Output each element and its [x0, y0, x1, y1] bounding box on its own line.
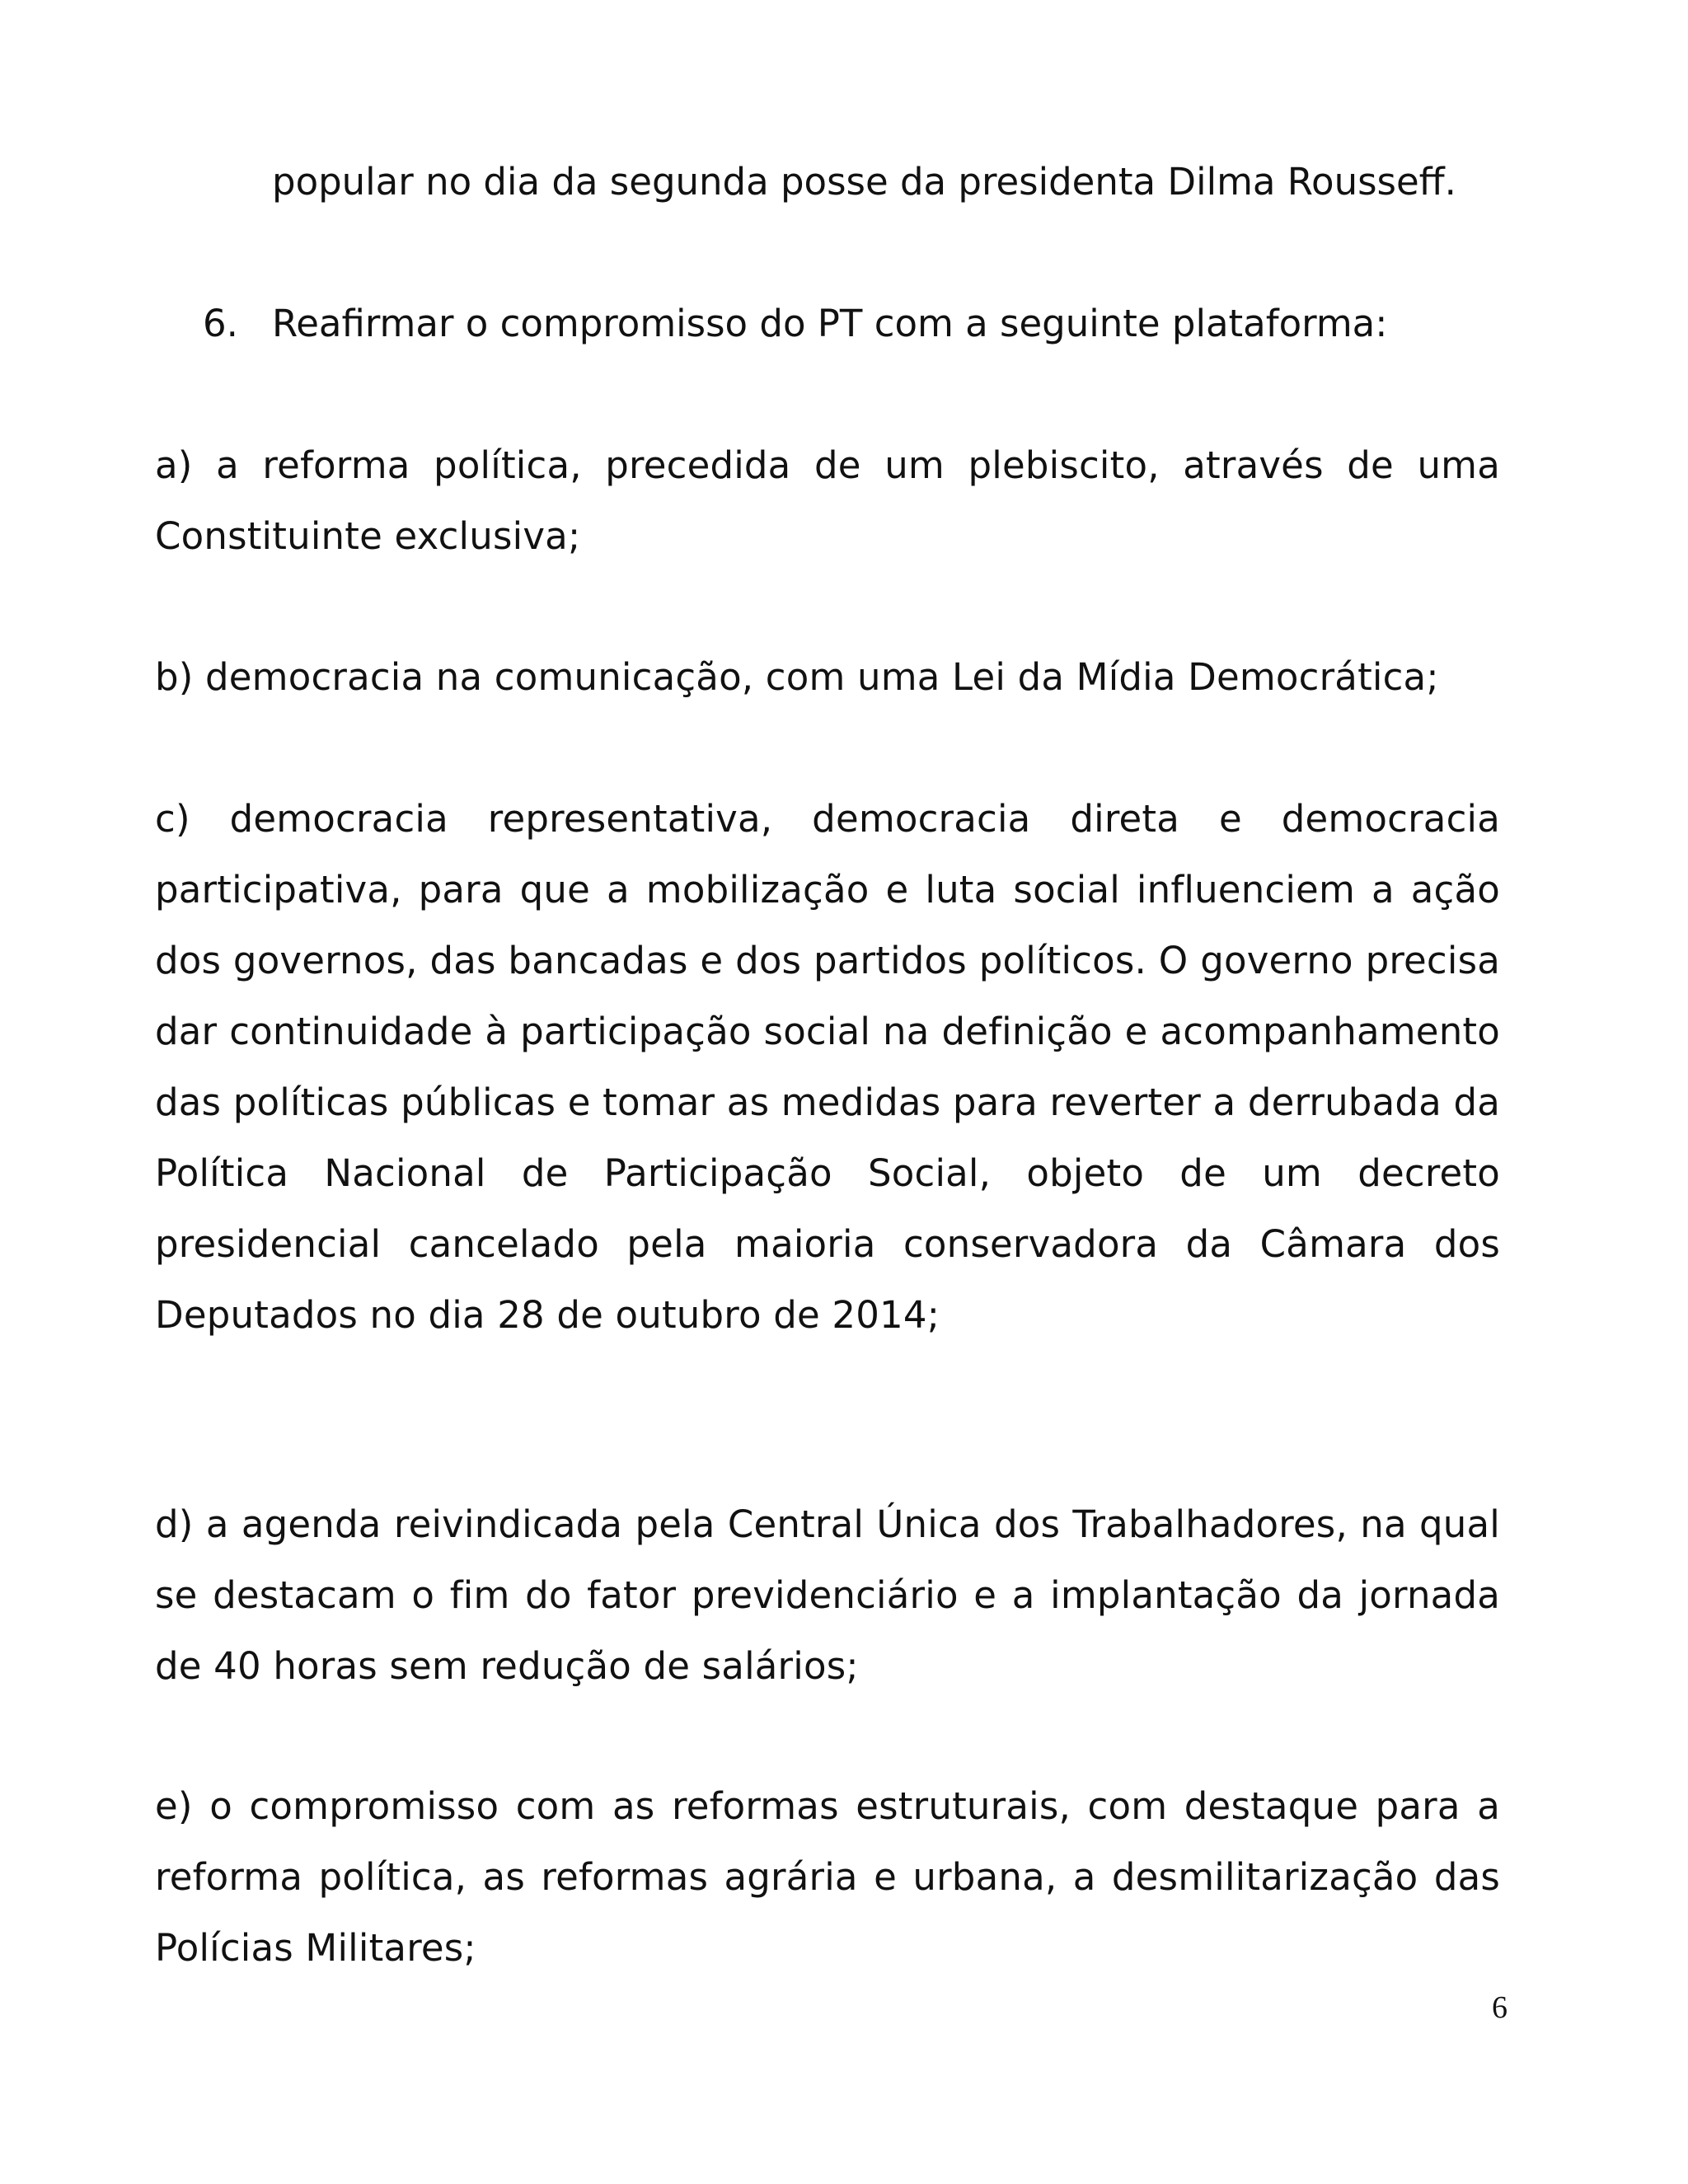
- numbered-item-6: [203, 288, 1387, 359]
- continuation-line: popular no dia da segunda posse da presidenta Dilma Rousseff.: [272, 160, 1456, 204]
- platform-item-c: c) democracia representativa, democracia direta e democracia participativa, para que a mobilização e luta social influenciem a ação dos governos, das bancadas e dos partidos políticos. O governo precisa dar continuidade à participação social na definição e acompanhamento das políticas públicas e tomar as medidas para reverter a derrubada da Política Nacional de Participação Social, objeto de um decreto presidencial cancelado pela maioria conservadora da Câmara dos Deputados no dia 28 de outubro de 2014;: [155, 797, 1500, 1337]
- platform-item-e: e) o compromisso com as reformas estruturais, com destaque para a reforma política, as reformas agrária e urbana, a desmilitarização das Polícias Militares;: [155, 1784, 1500, 1970]
- page-number: 6: [1492, 1990, 1507, 2025]
- platform-item-a: a) a reforma política, precedida de um plebiscito, através de uma Constituinte exclusiva;: [155, 443, 1500, 558]
- item-text: Reafirmar o compromisso do PT com a seguinte plataforma:: [272, 302, 1388, 345]
- platform-item-b: b) democracia na comunicação, com uma Lei da Mídia Democrática;: [155, 655, 1439, 699]
- item-number: 6.: [203, 302, 238, 345]
- platform-item-d: d) a agenda reivindicada pela Central Única dos Trabalhadores, na qual se destacam o fim do fator previdenciário e a implantação da jornada de 40 horas sem redução de salários;: [155, 1502, 1500, 1688]
